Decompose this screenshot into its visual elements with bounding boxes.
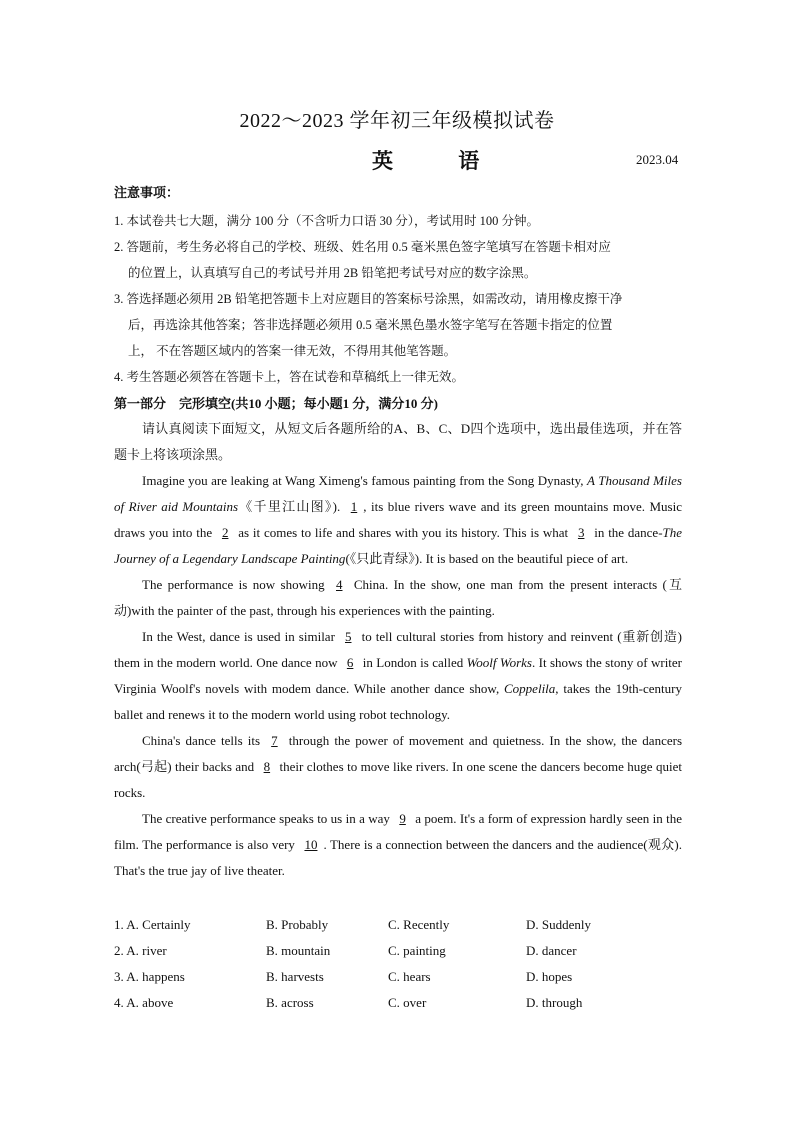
exam-title: 2022～2023 学年初三年级模拟试卷: [239, 110, 555, 132]
text: In the West, dance is used in similar: [142, 629, 335, 644]
option-a: 3. A. happens: [114, 969, 185, 984]
text: in London is called: [362, 655, 464, 670]
option-c: C. hears: [388, 969, 431, 984]
blank-6: 6: [346, 655, 354, 670]
option-d: D. dancer: [526, 943, 577, 958]
text: (《只此青绿》). It is based on the beautiful piece of art.: [345, 551, 629, 566]
notice-item-line: 后，再选涂其他答案；答非选择题必须用 0.5 毫米黑色墨水签字笔写在答题卡指定的位置: [128, 318, 613, 332]
option-row: [114, 912, 684, 938]
option-a: 1. A. Certainly: [114, 917, 191, 932]
text: . There is a connection between the dancers and the audience(观众). That's the true jay of live theater.: [114, 837, 682, 878]
option-c: C. painting: [388, 943, 446, 958]
notice-item: [114, 234, 684, 286]
option-c: C. Recently: [388, 917, 450, 932]
paragraph-4: [114, 728, 682, 806]
blank-3: 3: [577, 525, 585, 540]
text: . It shows the stony of writer Virginia Woolf's novels with modem dance. While another dance show,: [114, 655, 683, 696]
option-row: [114, 938, 684, 964]
option-d: D. hopes: [526, 969, 573, 984]
text: China's dance tells its: [142, 733, 261, 748]
text: The performance is now showing: [142, 577, 325, 592]
option-b: B. mountain: [266, 943, 331, 958]
painting-title-en: A Thousand Miles of River aid Mountains: [114, 473, 682, 514]
woolf-works-title: Woolf Works: [466, 655, 532, 670]
option-b: B. harvests: [266, 969, 324, 984]
text: in the dance-: [594, 525, 663, 540]
option-row: [114, 964, 684, 990]
text: a poem. It's a form of expression hardly seen in the film. The performance is also very: [114, 811, 683, 852]
text: , its blue rivers wave and its green mountains move. Music draws you into the: [114, 499, 682, 540]
text: to tell cultural stories from history and reinvent (重新创造) them in the modern world. One dance now: [114, 629, 682, 670]
paragraph-5: [114, 806, 682, 884]
blank-10: 10: [304, 837, 318, 852]
instruction: 请认真阅读下面短文，从短文后各题所给的A、B、C、D四个选项中，选出最佳选项，并在答题卡上将该项涂黑。: [114, 421, 682, 462]
dance-title-en: The Journey of a Legendary Landscape Painting: [114, 525, 683, 566]
part-one-heading: 第一部分 完形填空(共10 小题；每小题1 分，满分10 分): [114, 396, 438, 411]
text: China. In the show, one man from the present interacts (互动)with the painter of the past, through his experiences with the painting.: [114, 577, 683, 618]
blank-7: 7: [271, 733, 278, 748]
text: Imagine you are leaking at Wang Ximeng's famous painting from the Song Dynasty,: [142, 473, 584, 488]
notice-item-line: 的位置上，认真填写自己的考试号并用 2B 铅笔把考试号对应的数字涂黑。: [128, 266, 537, 280]
blank-1: 1: [350, 499, 358, 514]
option-d: D. through: [526, 995, 583, 1010]
paragraph-2: [114, 572, 682, 624]
exam-date: 2023.04: [636, 152, 679, 167]
option-d: D. Suddenly: [526, 917, 591, 932]
option-a: 2. A. river: [114, 943, 167, 958]
cloze-passage: [114, 416, 682, 884]
notice-item-line: 2. 答题前，考生务必将自己的学校、班级、姓名用 0.5 毫米黑色签字笔填写在答题卡相对应: [114, 240, 611, 254]
coppelila-title: Coppelila: [504, 681, 556, 696]
notice-list: [114, 208, 684, 390]
notice-item: 4. 考生答题必须答在答题卡上，答在试卷和草稿纸上一律无效。: [114, 370, 465, 384]
option-c: C. over: [388, 995, 427, 1010]
text: through the power of movement and quietness. In the show, the dancers arch(弓起) their backs and: [114, 733, 683, 774]
notice-heading: 注意事项：: [114, 185, 180, 200]
text: , takes the 19th-century ballet and renews it to the modern world using robot technology.: [114, 681, 682, 722]
blank-8: 8: [263, 759, 271, 774]
blank-9: 9: [399, 811, 406, 826]
text: 《千里江山图》).: [238, 499, 341, 514]
paragraph-1: [114, 468, 682, 572]
notice-item-line: 3. 答选择题必须用 2B 铅笔把答题卡上对应题目的答案标号涂黑，如需改动，请用橡皮擦干净: [114, 292, 623, 306]
paragraph-3: [114, 624, 682, 728]
notice-item: 1. 本试卷共七大题，满分 100 分（不含听力口语 30 分），考试用时 100 分钟。: [114, 214, 540, 228]
text: as it comes to life and shares with you its history. This is what: [238, 525, 569, 540]
notice-item-line: 上， 不在答题区域内的答案一律无效，不得用其他笔答题。: [128, 344, 457, 358]
option-a: 4. A. above: [114, 995, 174, 1010]
subject-title: 英 语: [372, 149, 510, 173]
blank-2: 2: [221, 525, 229, 540]
answer-options: [114, 912, 684, 1016]
option-b: B. across: [266, 995, 314, 1010]
blank-4: 4: [335, 577, 343, 592]
text: The creative performance speaks to us in a way: [142, 811, 390, 826]
text: their clothes to move like rivers. In one scene the dancers become huge quiet rocks.: [114, 759, 683, 800]
blank-5: 5: [345, 629, 352, 644]
option-row: [114, 990, 684, 1016]
option-b: B. Probably: [266, 917, 329, 932]
notice-item: [114, 286, 684, 364]
